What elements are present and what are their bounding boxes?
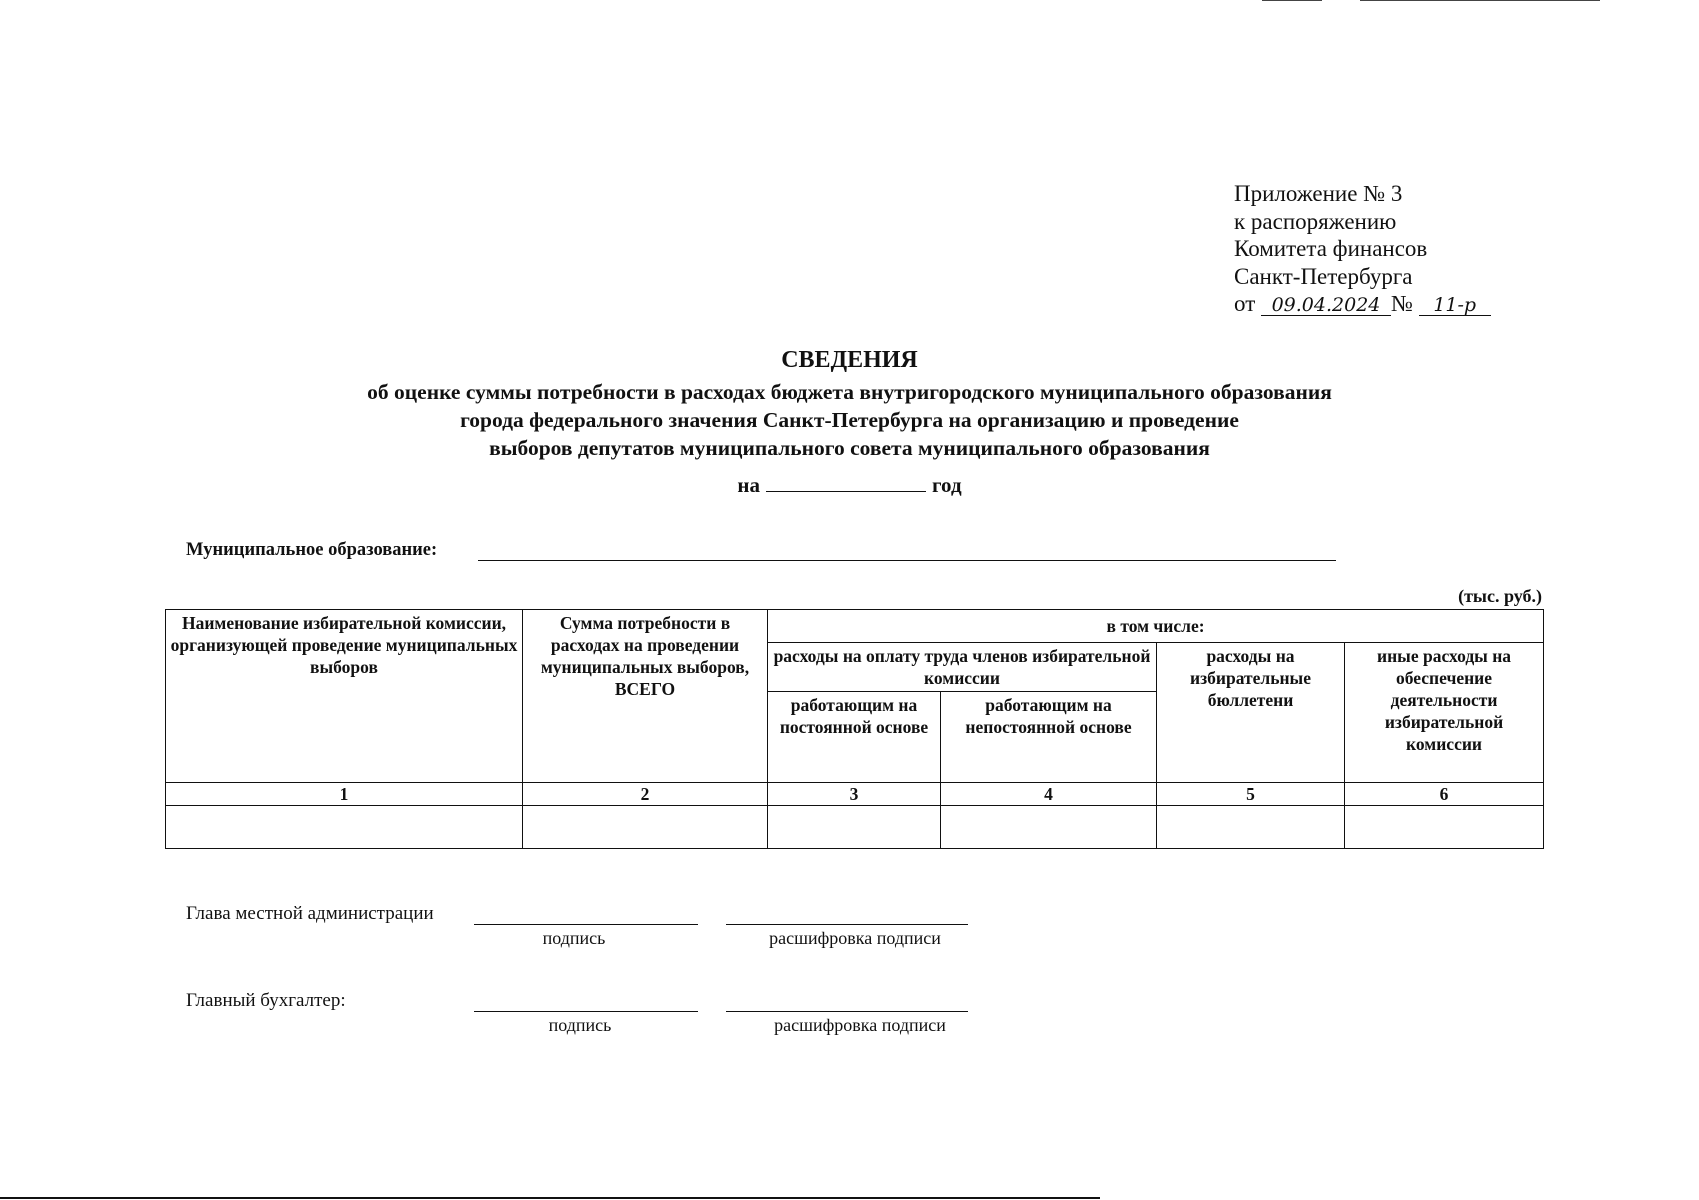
data-cell-nonpermanent[interactable] xyxy=(941,806,1157,849)
header-commission-name: Наименование избирательной комиссии, организующей проведение муниципальных выборов xyxy=(166,610,523,783)
year-line xyxy=(0,473,1699,498)
column-number: 3 xyxy=(768,783,941,806)
appendix-line: Комитета финансов xyxy=(1234,236,1428,261)
header-nonpermanent-staff: работающим на непостоянной основе xyxy=(941,692,1157,783)
column-number: 1 xyxy=(166,783,523,806)
column-number: 6 xyxy=(1345,783,1544,806)
accountant-signature-caption: подпись xyxy=(548,1015,612,1035)
year-suffix: год xyxy=(932,473,962,497)
budget-table xyxy=(165,609,1544,849)
header-including: в том числе: xyxy=(768,610,1544,643)
appendix-date-line xyxy=(1234,290,1491,318)
document-subtitle xyxy=(0,378,1699,462)
year-prefix: на xyxy=(737,473,761,497)
from-label: от xyxy=(1234,291,1256,316)
header-total-label: ВСЕГО xyxy=(614,679,676,699)
head-admin-label: Глава местной администрации xyxy=(186,903,434,924)
number-label: № xyxy=(1391,291,1413,316)
header-total-need-text: Сумма потребности в расходах на проведении муниципальных выборов, xyxy=(540,613,750,677)
column-number: 2 xyxy=(523,783,768,806)
data-cell-permanent[interactable] xyxy=(768,806,941,849)
subtitle-line: города федерального значения Санкт-Петербурга на организацию и проведение xyxy=(460,408,1239,432)
data-cell-total[interactable] xyxy=(523,806,768,849)
head-signature-line[interactable] xyxy=(474,924,698,925)
appendix-line: Санкт-Петербурга xyxy=(1234,263,1413,289)
scan-bottom-edge xyxy=(0,1197,1100,1199)
header-permanent-staff: работающим на постоянной основе xyxy=(768,692,941,783)
head-signature-caption: подпись xyxy=(542,928,606,948)
units-label: (тыс. руб.) xyxy=(1458,586,1542,606)
accountant-decoding-caption: расшифровка подписи xyxy=(774,1015,946,1035)
year-blank[interactable] xyxy=(766,473,926,492)
head-decoding-line[interactable] xyxy=(726,924,968,925)
data-cell-ballots[interactable] xyxy=(1157,806,1345,849)
scan-edge-mark xyxy=(1360,0,1600,1)
accountant-signature-line[interactable] xyxy=(474,1011,698,1012)
appendix-line: Приложение № 3 xyxy=(1234,181,1403,206)
header-other-costs: иные расходы на обеспечение деятельности избирательной комиссии xyxy=(1345,643,1544,783)
column-number: 4 xyxy=(941,783,1157,806)
header-ballot-costs: расходы на избирательные бюллетени xyxy=(1157,643,1345,783)
subtitle-line: об оценке суммы потребности в расходах бюджета внутригородского муниципального образования xyxy=(367,380,1332,404)
data-cell-commission-name[interactable] xyxy=(166,806,523,849)
municipality-label: Муниципальное образование: xyxy=(186,540,438,560)
head-decoding-caption: расшифровка подписи xyxy=(769,928,941,948)
chief-accountant-label: Главный бухгалтер: xyxy=(186,990,346,1011)
handwritten-number: 11-р xyxy=(1419,295,1491,316)
document-heading: СВЕДЕНИЯ xyxy=(781,347,918,373)
accountant-decoding-line[interactable] xyxy=(726,1011,968,1012)
column-number: 5 xyxy=(1157,783,1345,806)
subtitle-line: выборов депутатов муниципального совета муниципального образования xyxy=(489,436,1210,460)
header-labor-costs: расходы на оплату труда членов избирательной комиссии xyxy=(768,643,1157,692)
appendix-line: к распоряжению xyxy=(1234,208,1397,234)
data-cell-other[interactable] xyxy=(1345,806,1544,849)
handwritten-date: 09.04.2024 xyxy=(1261,295,1391,316)
header-total-need xyxy=(523,610,768,783)
scan-edge-mark xyxy=(1262,0,1322,1)
municipality-field[interactable] xyxy=(478,560,1336,561)
appendix-block xyxy=(1234,180,1491,318)
